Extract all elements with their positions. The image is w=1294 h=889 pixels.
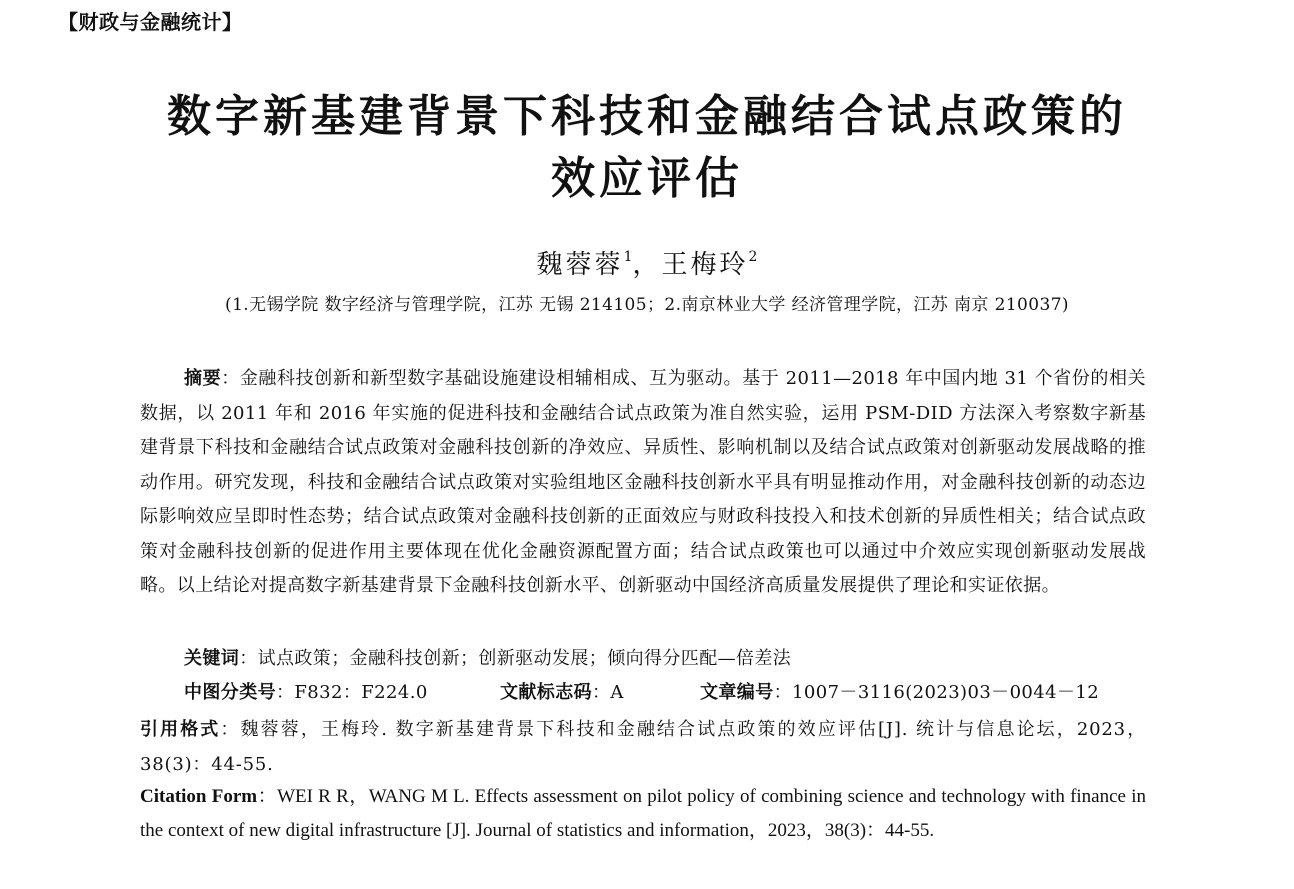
keywords-text: 试点政策；金融科技创新；创新驱动发展；倾向得分匹配—倍差法 <box>257 648 792 669</box>
doc-code-label: 文献标志码 <box>500 682 592 703</box>
keywords <box>184 644 791 670</box>
citation-en-label: Citation Form <box>140 786 258 807</box>
author-separator: ， <box>632 250 662 280</box>
abstract-sep: ： <box>221 368 240 389</box>
citation-cn-sep: ： <box>220 719 241 740</box>
author-1-name: 魏蓉蓉 <box>536 250 624 280</box>
author-1-affil-mark: 1 <box>623 249 633 265</box>
citation-en-text: WEI R R，WANG M L. Effects assessment on pilot policy of combining science and technology with finance in the context of new digital infrastructure [J]. Journal of statistics and information，2023，38(3)：44-55. <box>140 786 1146 841</box>
article-number-value: ：1007－3116(2023)03－0044－12 <box>773 682 1100 703</box>
document-code <box>500 678 624 704</box>
paper-title-line2: 效应评估 <box>551 153 743 204</box>
citation-cn <box>140 712 1146 782</box>
abstract <box>140 362 1146 604</box>
citation-cn-label: 引用格式 <box>140 719 221 740</box>
article-number <box>700 678 1099 704</box>
abstract-label: 摘要 <box>184 368 222 389</box>
citation-en <box>140 780 1146 848</box>
paper-title-line1: 数字新基建背景下科技和金融结合试点政策的 <box>167 91 1127 142</box>
citation-cn-text: 魏蓉蓉，王梅玲. 数字新基建背景下科技和金融结合试点政策的效应评估[J]. 统计与信息论坛，2023，38(3)：44-55. <box>140 719 1146 775</box>
clc-value: ：F832：F224.0 <box>276 682 428 703</box>
keywords-sep: ： <box>239 648 258 669</box>
abstract-text: 金融科技创新和新型数字基础设施建设相辅相成、互为驱动。基于 2011—2018 年中国内地 31 个省份的相关数据，以 2011 年和 2016 年实施的促进科技和金融结合试点政策为准自然实验，运用 PSM-DID 方法深入考察数字新基建背景下科技和金融结合试点政策对金融科技创新的净效应、异质性、影响机制以及结合试点政策对创新驱动发展战略的推动作用。研究发现，科技和金融结合试点政策对实验组地区金融科技创新水平具有明显推动作用，对金融科技创新的动态边际影响效应呈即时性态势；结合试点政策对金融科技创新的正面效应与财政科技投入和技术创新的异质性相关；结合试点政策对金融科技创新的促进作用主要体现在优化金融资源配置方面；结合试点政策也可以通过中介效应实现创新驱动发展战略。以上结论对提高数字新基建背景下金融科技创新水平、创新驱动中国经济高质量发展提供了理论和实证依据。 <box>140 368 1146 596</box>
author-2-affil-mark: 2 <box>748 249 758 265</box>
affiliations: (1.无锡学院 数字经济与管理学院，江苏 无锡 214105；2.南京林业大学 经济管理学院，江苏 南京 210037) <box>225 295 1069 315</box>
keywords-label: 关键词 <box>184 648 240 669</box>
author-2-name: 王梅玲 <box>661 250 749 280</box>
clc-label: 中图分类号 <box>184 682 276 703</box>
author-list <box>0 244 1294 281</box>
section-tag: 【财政与金融统计】 <box>58 10 243 34</box>
article-number-label: 文章编号 <box>700 682 774 703</box>
clc-number <box>184 678 428 704</box>
doc-code-value: ：A <box>592 682 624 703</box>
citation-en-sep: ： <box>257 786 278 807</box>
